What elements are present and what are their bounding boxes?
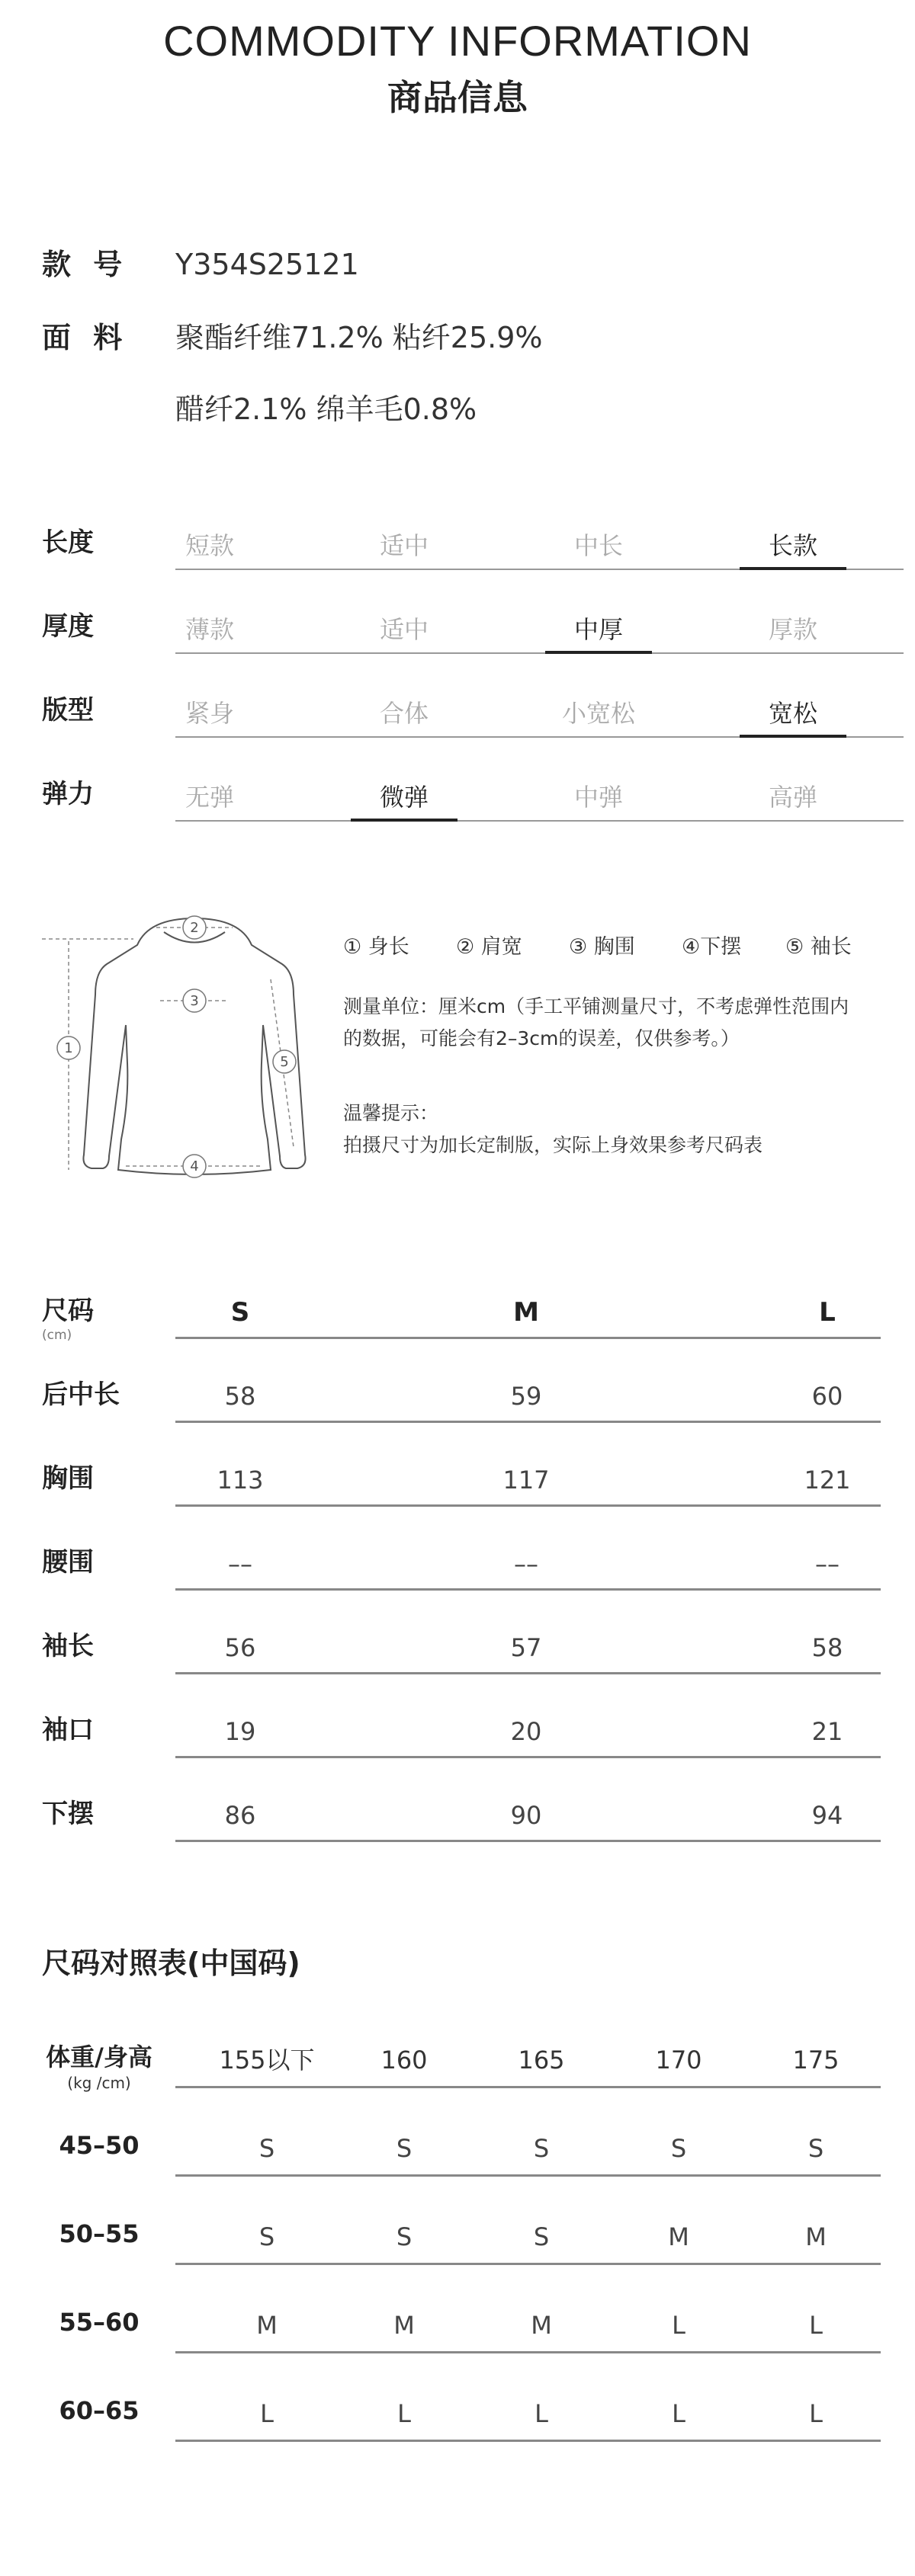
attribute-option-label: 紧身 bbox=[185, 699, 234, 728]
scale-line bbox=[175, 652, 904, 654]
spec-value: 醋纤2.1% 绵羊毛0.8% bbox=[175, 392, 477, 426]
attribute-option-label: 小宽松 bbox=[561, 699, 635, 728]
size-cell: L bbox=[535, 2399, 548, 2428]
mark-4: 4 bbox=[190, 1158, 199, 1174]
measurement-value: 86 bbox=[224, 1801, 256, 1830]
weight-label: 60–65 bbox=[59, 2396, 140, 2425]
height-col: 170 bbox=[655, 2046, 702, 2075]
mark-1: 1 bbox=[64, 1040, 73, 1056]
attribute-option bbox=[538, 529, 660, 562]
size-cell: L bbox=[672, 2311, 685, 2340]
attribute-option-label: 微弹 bbox=[379, 783, 429, 812]
size-cell: M bbox=[668, 2222, 689, 2251]
title-en: COMMODITY INFORMATION bbox=[163, 17, 752, 65]
unit-note-1: 测量单位：厘米cm（手工平铺测量尺寸，不考虑弹性范围内 bbox=[343, 995, 849, 1017]
attribute-option bbox=[732, 780, 854, 814]
attribute-option-label: 合体 bbox=[379, 699, 429, 728]
row-divider bbox=[175, 1672, 881, 1674]
size-cell: S bbox=[396, 2134, 413, 2163]
attribute-label: 长度 bbox=[42, 527, 94, 558]
measurement-value: –– bbox=[228, 1549, 252, 1578]
measurement-value: 90 bbox=[510, 1801, 542, 1830]
size-table-row bbox=[42, 1540, 881, 1623]
size-table-row bbox=[42, 1791, 881, 1875]
row-divider bbox=[175, 1840, 881, 1842]
attribute-option-label: 高弹 bbox=[768, 783, 817, 812]
size-table-row bbox=[42, 1456, 881, 1540]
spec-label: 面 料 bbox=[42, 321, 129, 354]
measurement-value: 58 bbox=[811, 1633, 843, 1662]
size-col-s: S bbox=[230, 1297, 250, 1328]
attribute-option bbox=[538, 697, 660, 730]
size-chart-header bbox=[42, 2031, 881, 2119]
attribute-option bbox=[732, 529, 854, 562]
attribute-option bbox=[149, 529, 271, 562]
measurement-value: 113 bbox=[217, 1466, 264, 1495]
attribute-label: 版型 bbox=[42, 695, 94, 726]
attribute-option bbox=[343, 780, 465, 814]
measurement-label: 袖口 bbox=[42, 1715, 94, 1745]
attribute-option bbox=[732, 697, 854, 730]
row-divider bbox=[175, 2351, 881, 2353]
legend-shoulder: ② 肩宽 bbox=[456, 935, 522, 959]
size-cell: L bbox=[809, 2399, 823, 2428]
measurement-label: 下摆 bbox=[42, 1799, 94, 1829]
measurement-value: 121 bbox=[804, 1466, 851, 1495]
measurement-label: 腰围 bbox=[42, 1547, 94, 1578]
attribute-row bbox=[42, 694, 881, 747]
attribute-row bbox=[42, 526, 881, 579]
attribute-option bbox=[538, 613, 660, 646]
size-header-label: 尺码 bbox=[42, 1296, 94, 1326]
unit-note-2: 的数据，可能会有2–3cm的误差，仅供参考。） bbox=[343, 1027, 740, 1049]
row-divider bbox=[175, 1421, 881, 1423]
spec-label: 款 号 bbox=[42, 248, 129, 281]
attribute-option-label: 中长 bbox=[573, 531, 623, 560]
attribute-option-label: 中弹 bbox=[573, 783, 623, 812]
size-chart-row bbox=[42, 2296, 881, 2385]
attribute-option-label: 薄款 bbox=[185, 615, 234, 644]
height-col: 160 bbox=[380, 2046, 428, 2075]
size-cell: M bbox=[256, 2311, 278, 2340]
measurement-value: 117 bbox=[502, 1466, 550, 1495]
size-cell: S bbox=[258, 2134, 275, 2163]
height-col: 165 bbox=[518, 2046, 565, 2075]
attribute-option-label: 宽松 bbox=[768, 699, 817, 728]
mark-3: 3 bbox=[190, 993, 199, 1009]
size-chart-row bbox=[42, 2208, 881, 2296]
attribute-option bbox=[149, 780, 271, 814]
attribute-option-label: 厚款 bbox=[768, 615, 817, 644]
size-cell: S bbox=[807, 2134, 824, 2163]
height-col: 175 bbox=[792, 2046, 840, 2075]
row-divider bbox=[175, 2174, 881, 2177]
attribute-option-label: 适中 bbox=[379, 615, 429, 644]
weight-label: 50–55 bbox=[59, 2219, 140, 2248]
size-table-row bbox=[42, 1707, 881, 1791]
legend-hem: ④下摆 bbox=[682, 935, 742, 959]
measurement-value: –– bbox=[514, 1549, 538, 1578]
measurement-value: 56 bbox=[224, 1633, 256, 1662]
selected-indicator bbox=[740, 735, 846, 738]
attribute-option bbox=[538, 780, 660, 814]
row-divider bbox=[175, 2086, 881, 2088]
attribute-row bbox=[42, 777, 881, 831]
selected-indicator bbox=[351, 819, 458, 822]
legend-body-length: ① 身长 bbox=[343, 935, 409, 959]
mark-5: 5 bbox=[280, 1054, 289, 1070]
attribute-option-label: 中厚 bbox=[573, 615, 623, 644]
attribute-label: 厚度 bbox=[42, 611, 94, 642]
attribute-option-label: 长款 bbox=[768, 531, 817, 560]
sweater-outline-icon bbox=[42, 911, 316, 1193]
size-cell: M bbox=[393, 2311, 415, 2340]
attribute-option bbox=[732, 613, 854, 646]
row-divider bbox=[175, 1504, 881, 1507]
size-chart-row bbox=[42, 2385, 881, 2473]
corner-label: 体重/身高 bbox=[46, 2043, 152, 2071]
title-cn: 商品信息 bbox=[387, 77, 528, 118]
garment-diagram bbox=[42, 911, 316, 1193]
height-col: 155以下 bbox=[219, 2046, 315, 2075]
row-divider bbox=[175, 1756, 881, 1758]
size-table-header bbox=[42, 1288, 881, 1372]
size-cell: S bbox=[396, 2222, 413, 2251]
size-cell: M bbox=[805, 2222, 827, 2251]
row-divider bbox=[175, 2440, 881, 2442]
attribute-option-label: 无弹 bbox=[185, 783, 234, 812]
selected-indicator bbox=[740, 567, 846, 570]
weight-label: 55–60 bbox=[59, 2308, 140, 2337]
spec-value: Y354S25121 bbox=[175, 248, 359, 281]
attribute-option bbox=[343, 613, 465, 646]
size-cell: L bbox=[260, 2399, 274, 2428]
measurement-value: –– bbox=[815, 1549, 840, 1578]
size-cell: L bbox=[672, 2399, 685, 2428]
scale-line bbox=[175, 820, 904, 822]
tip-text: 拍摄尺寸为加长定制版，实际上身效果参考尺码表 bbox=[343, 1134, 763, 1156]
attribute-option-label: 短款 bbox=[185, 531, 234, 560]
measurement-value: 60 bbox=[811, 1382, 843, 1411]
measurement-value: 59 bbox=[510, 1382, 542, 1411]
header bbox=[0, 17, 915, 119]
measurement-label: 后中长 bbox=[42, 1379, 120, 1410]
size-cell: L bbox=[809, 2311, 823, 2340]
size-cell: S bbox=[258, 2222, 275, 2251]
measurement-value: 57 bbox=[510, 1633, 542, 1662]
size-table-row bbox=[42, 1372, 881, 1456]
mark-2: 2 bbox=[190, 920, 199, 936]
measurement-label: 袖长 bbox=[42, 1631, 94, 1661]
attribute-option bbox=[149, 613, 271, 646]
legend-chest: ③ 胸围 bbox=[569, 935, 635, 959]
size-cell: S bbox=[533, 2222, 550, 2251]
size-chart-title: 尺码对照表(中国码) bbox=[42, 1946, 300, 1980]
tip-title: 温馨提示： bbox=[343, 1102, 439, 1124]
attribute-option bbox=[343, 529, 465, 562]
size-table-row bbox=[42, 1623, 881, 1707]
size-cell: S bbox=[533, 2134, 550, 2163]
size-col-m: M bbox=[513, 1297, 539, 1328]
row-divider bbox=[175, 2263, 881, 2265]
size-cell: M bbox=[531, 2311, 552, 2340]
legend-sleeve: ⑤ 袖长 bbox=[785, 935, 852, 959]
size-chart-row bbox=[42, 2119, 881, 2208]
row-divider bbox=[175, 1588, 881, 1591]
size-cell: S bbox=[670, 2134, 687, 2163]
measurement-label: 胸围 bbox=[42, 1463, 94, 1494]
spec-value: 聚酯纤维71.2% 粘纤25.9% bbox=[175, 321, 543, 354]
measurement-value: 58 bbox=[224, 1382, 256, 1411]
measurement-value: 19 bbox=[224, 1717, 256, 1746]
measurement-value: 20 bbox=[510, 1717, 542, 1746]
attribute-option bbox=[343, 697, 465, 730]
size-header-unit: (cm) bbox=[42, 1328, 72, 1343]
measurement-value: 21 bbox=[811, 1717, 843, 1746]
attribute-row bbox=[42, 610, 881, 663]
size-col-l: L bbox=[819, 1297, 836, 1328]
selected-indicator bbox=[545, 651, 652, 654]
corner-unit: (kg /cm) bbox=[67, 2074, 131, 2092]
row-divider bbox=[175, 1337, 881, 1339]
attribute-option-label: 适中 bbox=[379, 531, 429, 560]
attribute-option bbox=[149, 697, 271, 730]
weight-label: 45–50 bbox=[59, 2131, 140, 2160]
attribute-label: 弹力 bbox=[42, 779, 94, 809]
size-cell: L bbox=[397, 2399, 411, 2428]
measurement-value: 94 bbox=[811, 1801, 843, 1830]
